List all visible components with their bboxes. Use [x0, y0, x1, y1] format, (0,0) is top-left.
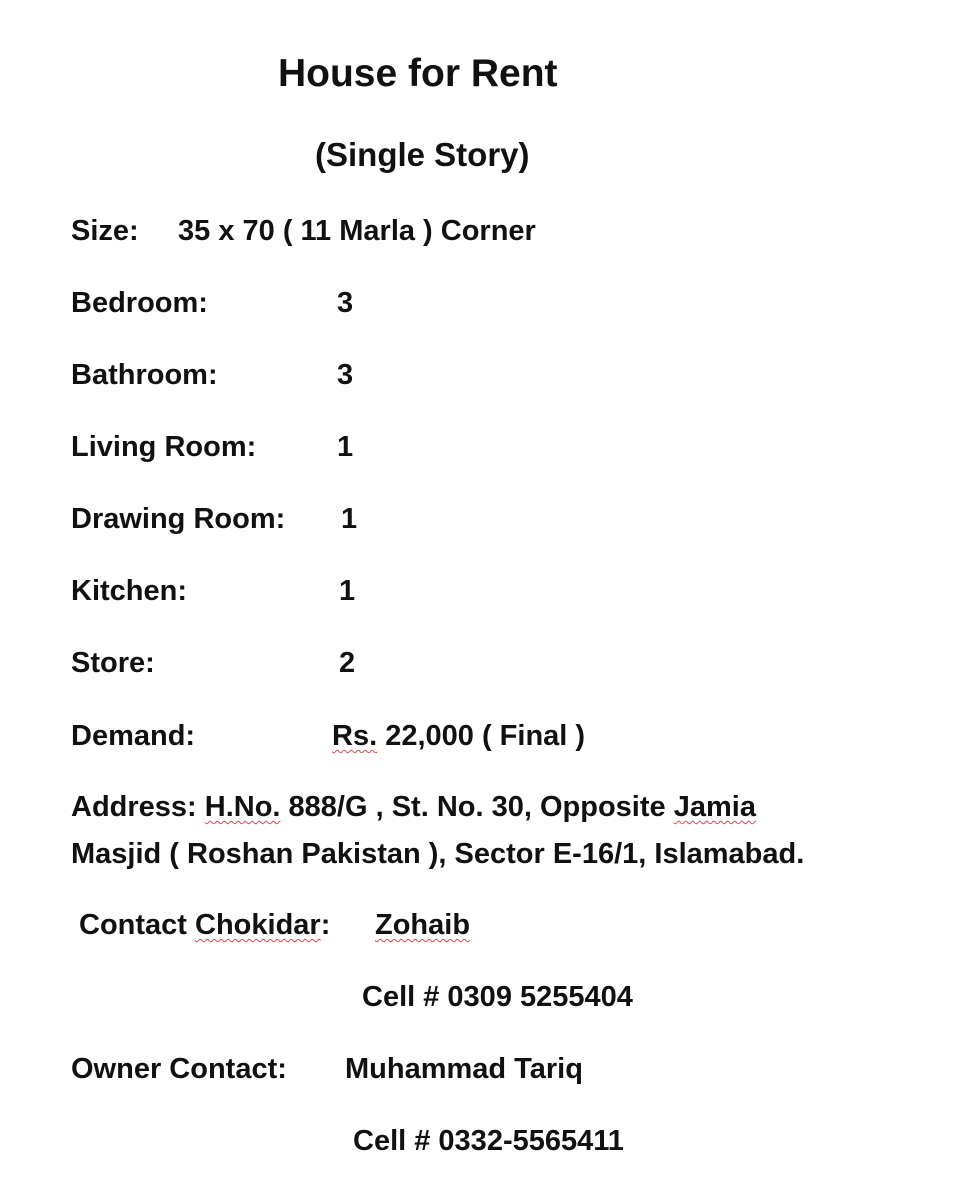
address-line1-rest: 888/G , St. No. 30, Opposite [288, 791, 666, 823]
drawing-room-value: 1 [341, 503, 358, 535]
store-value: 2 [339, 647, 356, 679]
chokidar-cell: Cell # 0309 5255404 [362, 981, 633, 1013]
demand-value [332, 719, 585, 753]
kitchen-label: Kitchen: [71, 575, 187, 607]
store-label: Store: [71, 647, 155, 679]
address-jamia: Jamia [673, 791, 756, 823]
kitchen-value: 1 [339, 575, 356, 607]
living-room-label: Living Room: [71, 431, 257, 463]
living-room-value: 1 [337, 431, 354, 463]
drawing-room-label: Drawing Room: [71, 503, 286, 535]
page-subtitle: (Single Story) [315, 136, 530, 173]
chokidar-name: Zohaib [375, 909, 471, 941]
address-label: Address: [71, 791, 197, 823]
owner-label: Owner Contact: [71, 1053, 287, 1085]
chokidar-label-word: Chokidar [195, 909, 321, 941]
address-line-1 [71, 790, 756, 824]
chokidar-label-colon: : [320, 909, 331, 941]
size-value: 35 x 70 ( 11 Marla ) Corner [178, 215, 536, 247]
address-hno: H.No. [204, 791, 281, 823]
demand-amount: 22,000 ( Final ) [385, 720, 586, 752]
demand-label: Demand: [71, 720, 196, 752]
address-line-2: Masjid ( Roshan Pakistan ), Sector E-16/1, Islamabad. [71, 838, 805, 870]
owner-name: Muhammad Tariq [345, 1053, 583, 1085]
bathroom-label: Bathroom: [71, 359, 218, 391]
bedroom-value: 3 [337, 287, 354, 319]
bedroom-label: Bedroom: [71, 287, 208, 319]
bathroom-value: 3 [337, 359, 354, 391]
owner-cell: Cell # 0332-5565411 [353, 1125, 624, 1157]
demand-currency: Rs. [332, 720, 378, 752]
size-label: Size: [71, 215, 139, 247]
chokidar-label-prefix: Contact [79, 909, 187, 941]
page-title: House for Rent [278, 52, 558, 95]
chokidar-label [79, 908, 330, 942]
